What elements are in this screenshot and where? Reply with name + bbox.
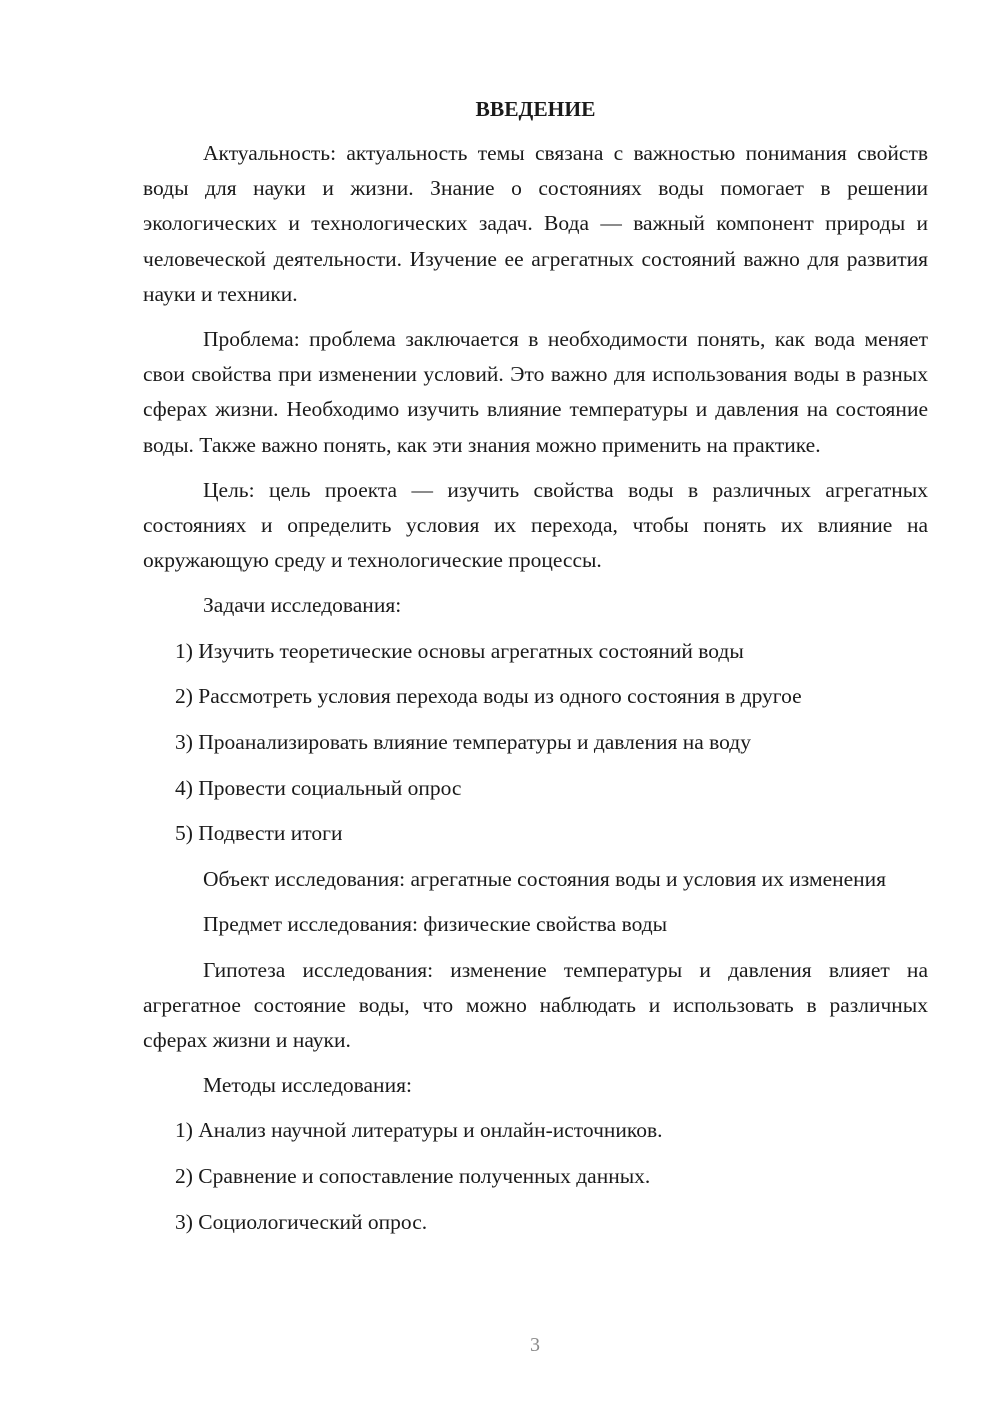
problem-paragraph: Проблема: проблема заключается в необходимости понять, как вода меняет свои свойства при изменении условий. Это важно для использования воды в разных сферах жизни. Необходимо изучить влияние температуры и давления на состояние воды. Также важно понять, как эти знания можно применить на практике. xyxy=(143,327,928,457)
methods-list xyxy=(143,1113,928,1240)
tasks-label: Задачи исследования: xyxy=(203,593,402,618)
subject-paragraph: Предмет исследования: физические свойства воды xyxy=(203,912,668,937)
list-item: 1) Анализ научной литературы и онлайн-источников. xyxy=(175,1118,663,1143)
tasks-list xyxy=(143,634,928,852)
list-item: 4) Провести социальный опрос xyxy=(175,775,462,800)
list-item: 2) Рассмотреть условия перехода воды из одного состояния в другое xyxy=(175,684,802,709)
methods-label: Методы исследования: xyxy=(203,1073,412,1098)
goal-paragraph: Цель: цель проекта — изучить свойства воды в различных агрегатных состояниях и определить условия их перехода, чтобы понять их влияние на окружающую среду и технологические процессы. xyxy=(143,477,928,573)
document-page xyxy=(143,92,928,1250)
object-paragraph: Объект исследования: агрегатные состояния воды и условия их изменения xyxy=(203,867,887,892)
hypothesis-paragraph: Гипотеза исследования: изменение температуры и давления влияет на агрегатное состояние воды, что можно наблюдать и использовать в различных сферах жизни и науки. xyxy=(143,957,928,1052)
relevance-paragraph: Актуальность: актуальность темы связана с важностью понимания свойств воды для науки и жизни. Знание о состояниях воды помогает в решении экологических и технологических задач. Вода — важный компонент природы и человеческой деятельности. Изучение ее агрегатных состояний важно для развития науки и техники. xyxy=(143,141,928,306)
section-title: ВВЕДЕНИЕ xyxy=(475,97,596,121)
list-item: 1) Изучить теоретические основы агрегатных состояний воды xyxy=(175,638,744,663)
list-item: 3) Социологический опрос. xyxy=(175,1209,428,1234)
list-item: 3) Проанализировать влияние температуры и давления на воду xyxy=(175,730,751,755)
list-item: 2) Сравнение и сопоставление полученных данных. xyxy=(175,1164,651,1189)
list-item: 5) Подвести итоги xyxy=(175,821,343,846)
page-number: 3 xyxy=(530,1334,540,1356)
